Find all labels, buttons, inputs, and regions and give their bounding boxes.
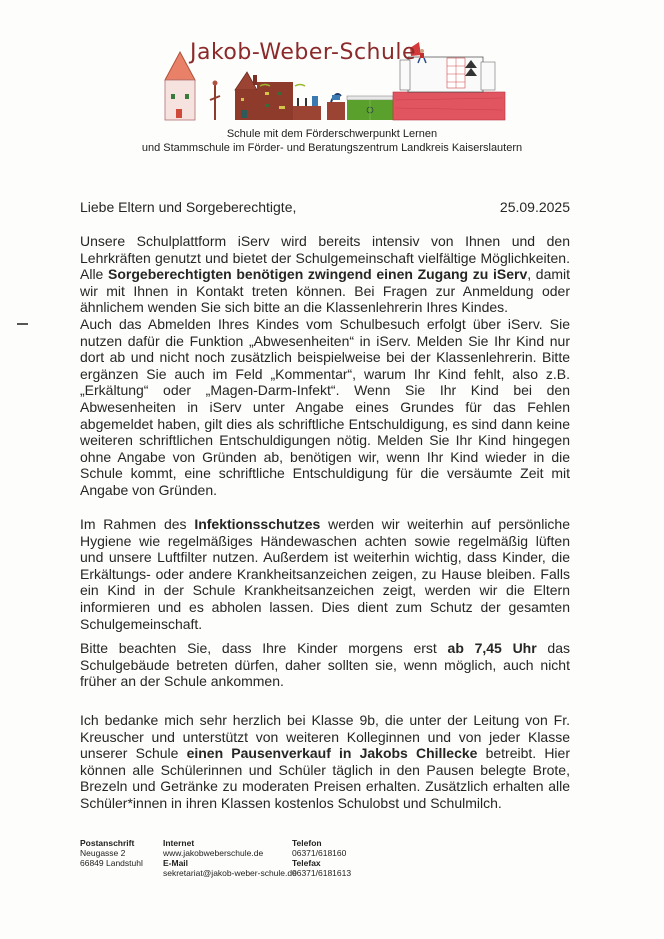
- letter-date: 25.09.2025: [499, 199, 570, 215]
- body-text-segment: Unsere Schulplattform iServ wird bereits intensiv von Ihnen und den Lehrkräften genutzt und bietet der Schulgemeinschaft vielfältige Möglichkeiten. Alle: [80, 233, 570, 283]
- letter-body-block3: [80, 640, 570, 690]
- body-text-segment: betreibt. Hier können alle Schülerinnen und Schüler täglich in den Pausen belegte Brote, Brezeln und Getränke zu moderaten Preisen erhalten. Zusätzlich erhalten alle Schüler*innen in ihren Klassen kostenlos Schulobst und Schulmilch.: [80, 745, 570, 811]
- school-name-logo: Jakob-Weber-Schule: [190, 40, 417, 65]
- body-text-segment: werden wir weiterhin auf persönliche Hygiene wie regelmäßiges Händewaschen achten sowie regelmäßig lüften und unsere Luftfilter nutzen. Außerdem ist weiterhin wichtig, dass Kinder, die Erkältungs- oder andere Krankheitsanzeichen zeigen, zu Hause bleiben. Falls ein Kind in der Schule Krankheitsanzeichen zeigt, werden wir die Eltern informieren und es abholen lassen. Dies dient zum Schutz der gesamten Schulgemeinschaft.: [80, 516, 570, 632]
- footer-email-link[interactable]: sekretariat@jakob-weber-schule.de: [163, 868, 297, 878]
- footer-internet-label: Internet: [163, 838, 195, 848]
- paragraph-break-sales: [80, 712, 570, 812]
- emphasized-text: Sorgeberechtigten benötigen zwingend einen Zugang zu iServ: [108, 266, 528, 283]
- body-text-segment: , damit wir mit Ihnen in Kontakt treten können. Bei Fragen zur Anmeldung oder ähnlichem wenden Sie sich bitte an die Klassenlehrerin Ihres Kindes.: [80, 266, 571, 316]
- footer-postal-label: Postanschrift: [80, 838, 135, 848]
- letterhead: [0, 0, 664, 160]
- body-text-segment: Bitte beachten Sie, dass Ihre Kinder morgens erst: [80, 640, 448, 656]
- footer-phone-number: 06371/618160: [292, 848, 347, 858]
- fold-mark: [17, 323, 28, 325]
- brick-building-drawing: [235, 72, 345, 120]
- body-text-segment: das Schulgebäude betreten dürfen, daher sollten sie, wenn möglich, auch nicht früher an der Schule ankommen.: [80, 640, 570, 690]
- emphasized-text: einen Pausenverkauf in Jakobs Chillecke: [186, 745, 478, 762]
- footer-fax-number: 06371/6181613: [292, 868, 352, 878]
- footer-street: Neugasse 2: [80, 848, 126, 858]
- body-text-segment: Im Rahmen des: [80, 516, 195, 532]
- body-text-segment: Auch das Abmelden Ihres Kindes vom Schulbesuch erfolgt über iServ. Sie nutzen dafür die Funktion „Abwesenheiten“ in iServ. Melden Sie Ihr Kind nur dort ab und nicht noch zusätzlich beispielweise bei der Klassenlehrerin. Bitte ergänzen Sie auch im Feld „Kommentar“, warum Ihr Kind fehlt, also z.B. „Erkältung“ oder „Magen-Darm-Infekt“. Wenn Sie Ihr Kind bei den Abwesenheiten in iServ unter Angabe eines Grundes für das Fehlen abgemeldet haben, gilt dies als schriftliche Entschuldigung, es sind dann keine weiteren schriftlichen Entschuldigungen nötig. Melden Sie Ihr Kind hingegen ohne Angabe von Gründen ab, benötigen wir, wenn Ihr Kind wieder in die Schule kommt, eine schriftliche Entschuldigung für die versäumte Zeit mit Angabe von Gründen.: [80, 315, 570, 498]
- sports-field-drawing: [347, 96, 393, 120]
- letter-greeting: Liebe Eltern und Sorgeberechtigte,: [80, 199, 297, 215]
- letter-body-block1: [80, 233, 570, 499]
- paragraph-absence-reporting: [80, 316, 570, 499]
- footer-city: 66849 Landstuhl: [80, 858, 143, 868]
- footer-email-label: E-Mail: [163, 858, 189, 868]
- footer-website-link[interactable]: www.jakobweberschule.de: [163, 848, 264, 858]
- emphasized-text: ab 7,45 Uhr: [447, 640, 537, 656]
- paragraph-iserv-access: [80, 233, 570, 316]
- paragraph-arrival-time: [80, 640, 570, 690]
- footer-postal: [80, 838, 143, 868]
- letter-body-block4: [80, 712, 570, 812]
- paragraph-infection-protection: [80, 516, 570, 632]
- footer-internet: [163, 838, 297, 878]
- body-text-segment: Ich bedanke mich sehr herzlich bei Klasse 9b, die unter der Leitung von Fr. Kreuscher und unterstützt von weiteren Kolleginnen und von jeder Klasse unserer Schule: [80, 712, 570, 762]
- figure-drawing: [210, 81, 220, 121]
- footer-fax-label: Telefax: [292, 858, 321, 868]
- school-subtitle-line1: Schule mit dem Förderschwerpunkt Lernen: [226, 128, 438, 140]
- footer-phone: [292, 838, 351, 878]
- school-subtitle-line2: und Stammschule im Förder- und Beratungszentrum Landkreis Kaiserslautern: [141, 142, 523, 154]
- footer-phone-label: Telefon: [292, 838, 322, 848]
- letter-body-block2: [80, 516, 570, 632]
- emphasized-text: Infektionsschutzes: [194, 516, 321, 532]
